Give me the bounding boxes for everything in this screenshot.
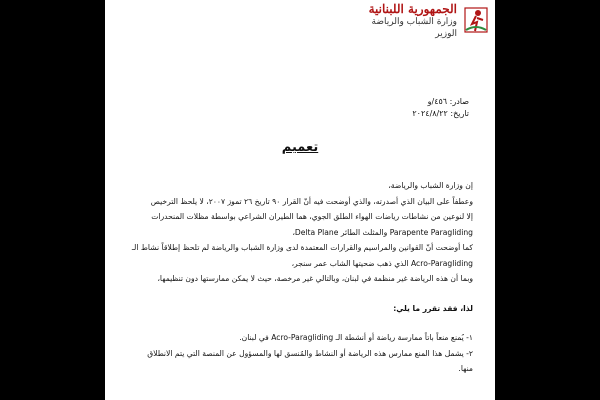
reference-number: صادر: ٤٥٦/و	[427, 97, 469, 106]
ministry-name: وزارة الشباب والرياضة	[371, 17, 457, 27]
minister-title: الوزير	[435, 29, 457, 39]
body-line: وبما أن هذه الرياضة غير منظمة في لبنان، وبالتالي غير مرخصة، حيث لا يمكن ممارستها دون تنظيمها،	[157, 274, 473, 283]
letterhead-text	[369, 2, 457, 40]
letterhead	[269, 0, 489, 50]
body-line: Acro-Paragliding الذي ذهب ضحيتها الشاب عمر سنجر،	[291, 258, 473, 268]
decision-item: منها.	[458, 364, 473, 373]
decision-item: ١- يُمنع منعاً باتاً ممارسة رياضة أو أنشطة الـ Acro-Paragliding في لبنان.	[239, 333, 473, 342]
decision-heading: لذا، فقد تقرر ما يلي:	[393, 303, 473, 313]
body-line: Parapente Paragliding والمثلث الطائر Delta Plane،	[292, 227, 473, 237]
body-line: كما أوضحت أنّ القوانين والمراسيم والقرارات المعتمدة لدى وزارة الشباب والرياضة لم تلحظ إطلاقاً نشاط الـ	[131, 243, 473, 252]
body-line: وعطفاً على البيان الذي أصدرته، والذي أوضحت فيه أنّ القرار ٩٠ تاريخ ٢٦ تموز ٢٠٠٧، لا يلحظ الترخيص	[150, 196, 473, 206]
reference-date: تاريخ: ٢٠٢٤/٨/٢٢	[412, 109, 469, 118]
ministry-logo-icon	[463, 4, 489, 34]
decision-item: ٢- يشمل هذا المنع ممارس هذه الرياضة أو النشاط والمُنسق لها والمسؤول عن المنصة التي يتم الانطلاق	[147, 348, 473, 358]
page-title: تعميم	[281, 140, 319, 155]
republic-name: الجمهورية اللبنانية	[368, 2, 457, 16]
body-line: إلا لنوعين من نشاطات رياضات الهواء الطلق الجوي، هما الطيران الشراعي بواسطة مظلات المنحدرات	[151, 212, 473, 221]
reference-block	[412, 96, 469, 120]
document-page	[105, 0, 495, 400]
document-body	[123, 178, 473, 377]
body-line: إن وزارة الشباب والرياضة،	[388, 181, 473, 190]
